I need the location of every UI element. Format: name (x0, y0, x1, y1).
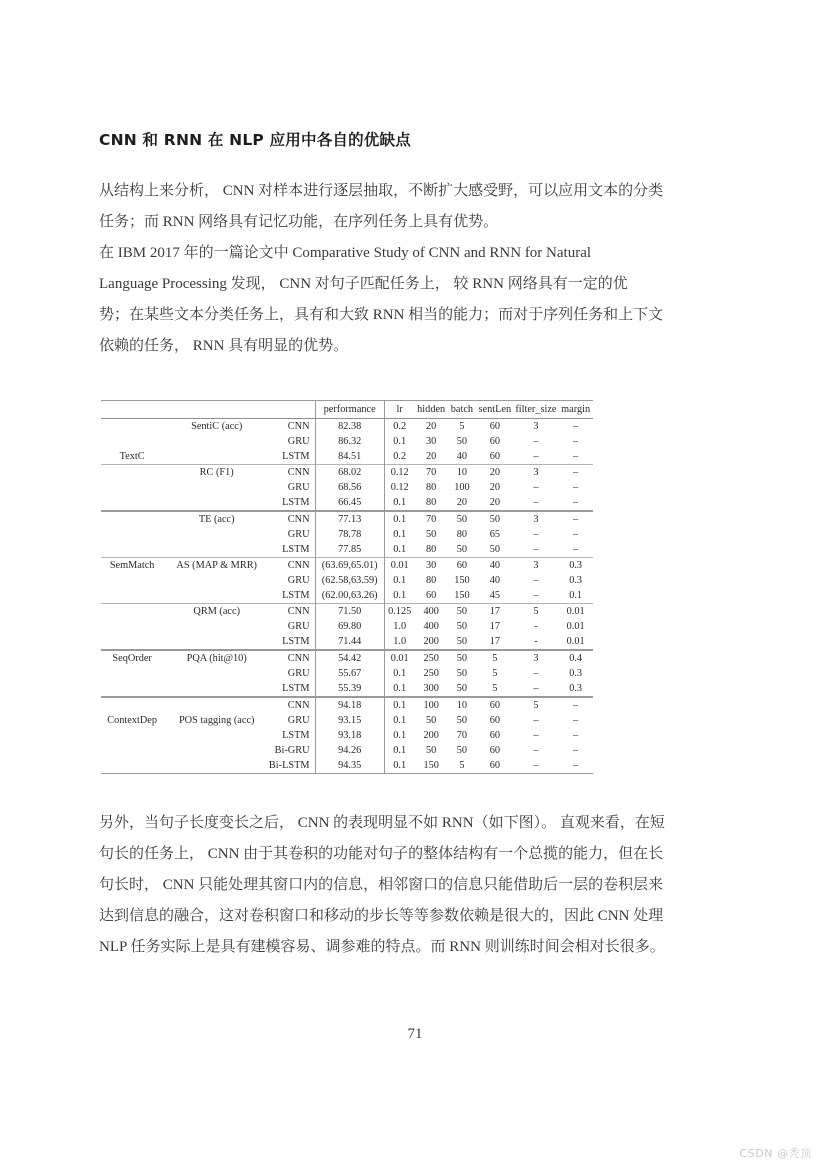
table-cell-lr: 0.1 (384, 434, 414, 449)
table-cell-margin: 0.4 (558, 650, 593, 666)
table-cell-sentlen: 5 (492, 668, 498, 680)
table-cell-performance: 94.18 (315, 697, 384, 713)
table-cell-hidden: 50 (426, 745, 437, 757)
paragraph-line: 任务；而 RNN 网络具有记忆功能，在序列任务上具有优势。 (99, 214, 499, 231)
table-cell-lr: 0.125 (384, 604, 414, 620)
table-cell-performance: 77.85 (315, 542, 384, 558)
table-cell-filter-size: – (533, 529, 539, 541)
table-cell-margin: – (573, 730, 579, 742)
table-cell-group-empty (101, 634, 167, 650)
table-row (101, 511, 593, 527)
table-row (101, 728, 593, 743)
table-cell-model: CNN (287, 421, 310, 433)
table-cell-performance: (63.69,65.01) (315, 558, 384, 574)
table-cell-performance: 84.51 (315, 449, 384, 465)
table-cell-task-empty (167, 495, 266, 511)
table-cell-filter-size: 3 (514, 511, 559, 527)
table-cell-hidden: 80 (426, 497, 437, 509)
table-cell-group: SemMatch (101, 558, 167, 574)
table-cell-model: LSTM (282, 497, 310, 509)
table-row (101, 542, 593, 558)
table-cell-group-empty (101, 697, 167, 713)
table-cell-lr: 0.12 (384, 465, 414, 481)
paragraph-line: 达到信息的融合，这对卷积窗口和移动的步长等等参数依赖是很大的，因此 CNN 处理 (99, 908, 664, 925)
table-cell-filter-size: – (533, 497, 539, 509)
table-cell-group-empty (101, 434, 167, 449)
table-cell-group-empty (101, 728, 167, 743)
table-cell-performance: 93.15 (315, 713, 384, 728)
table-cell-group-empty (101, 495, 167, 511)
paragraph-line: 依赖的任务， RNN 具有明显的优势。 (99, 338, 349, 355)
table-cell-task-empty (167, 588, 266, 604)
table-head (101, 401, 593, 419)
column-header-task (167, 401, 266, 419)
table-cell-group-empty (101, 465, 167, 481)
table-cell-lr: 0.01 (384, 558, 414, 574)
table-row (101, 697, 593, 713)
table-cell-task-empty (167, 743, 266, 758)
table-cell-group-empty (101, 573, 167, 588)
table-cell-group: SeqOrder (101, 650, 167, 666)
paragraph-line: 从结构上来分析， CNN 对样本进行逐层抽取，不断扩大感受野，可以应用文本的分类 (99, 183, 664, 200)
table-cell-margin: – (573, 451, 579, 463)
table-cell-performance: (62.00,63.26) (315, 588, 384, 604)
table-cell-hidden: 70 (415, 511, 448, 527)
table-cell-performance: 77.13 (315, 511, 384, 527)
table-cell-hidden: 70 (415, 465, 448, 481)
table-cell-sentlen: 50 (476, 511, 513, 527)
table-cell-batch: 50 (456, 668, 468, 680)
table-cell-filter-size: – (533, 668, 539, 680)
table-cell-batch: 60 (448, 558, 476, 574)
page-number: 71 (407, 1026, 423, 1042)
table-cell-filter-size: 3 (514, 465, 559, 481)
table-cell-filter-size: – (533, 683, 539, 695)
table-cell-sentlen: 50 (489, 544, 500, 556)
table-cell-sentlen: 20 (489, 482, 500, 494)
table-cell-hidden: 250 (423, 668, 439, 680)
table-cell-filter-size: – (533, 715, 539, 727)
table-cell-task-empty (167, 449, 266, 465)
table-cell-margin: – (558, 697, 593, 713)
table-cell-batch: 50 (448, 650, 476, 666)
table-cell-group-empty (101, 480, 167, 495)
table-row (101, 480, 593, 495)
table-cell-task: SentiC (acc) (191, 421, 243, 433)
results-table (101, 400, 593, 774)
table-cell-sentlen: 5 (492, 683, 498, 695)
table-cell-model: Bi-LSTM (266, 758, 315, 774)
table-cell-sentlen: 5 (476, 650, 513, 666)
page-title: CNN 和 RNN 在 NLP 应用中各自的优缺点 (99, 131, 411, 149)
table-cell-performance: 94.35 (315, 758, 384, 774)
table-cell-batch: 50 (448, 604, 476, 620)
table-cell-model: GRU (287, 668, 310, 680)
table-row (101, 743, 593, 758)
table-cell-lr: 0.1 (384, 495, 414, 511)
table-cell-filter-size: – (533, 482, 539, 494)
table-row (101, 527, 593, 542)
table-cell-task-empty (167, 681, 266, 697)
table-row (101, 434, 593, 449)
table-cell-group-empty (101, 542, 167, 558)
table-cell-task: POS tagging (acc) (178, 715, 255, 727)
table-cell-task-empty (167, 728, 266, 743)
column-header-group (101, 401, 167, 419)
table-cell-filter-size: – (533, 436, 539, 448)
table-cell-margin: – (558, 511, 593, 527)
column-header-sentlen: sentLen (476, 401, 513, 419)
table-cell-hidden: 20 (426, 421, 437, 433)
table-header-row (101, 401, 593, 419)
table-row (101, 758, 593, 774)
table-cell-batch: 150 (454, 590, 470, 602)
table-cell-margin: 0.3 (569, 575, 583, 587)
table-cell-performance: 78.78 (315, 527, 384, 542)
paragraph-line: 句长的任务上， CNN 由于其卷积的功能对句子的整体结构有一个总揽的能力，但在长 (99, 846, 664, 863)
table-cell-margin: – (573, 745, 579, 757)
table-cell-margin: 0.3 (558, 558, 593, 574)
table-body (101, 419, 593, 774)
table-cell-performance: 71.50 (315, 604, 384, 620)
table-cell-hidden: 80 (426, 575, 437, 587)
table-row (101, 419, 593, 435)
table-cell-filter-size: 5 (514, 697, 559, 713)
table-cell-lr: 0.2 (384, 419, 414, 435)
table-cell-lr: 0.1 (384, 728, 414, 743)
table-cell-hidden: 150 (415, 758, 448, 774)
column-header-lr: lr (384, 401, 414, 419)
table-cell-performance: 66.45 (315, 495, 384, 511)
table-cell-hidden: 200 (423, 730, 439, 742)
table-cell-model: GRU (287, 436, 310, 448)
table-cell-batch: 50 (456, 544, 468, 556)
table-cell-margin: – (573, 497, 579, 509)
table-cell-filter-size: 5 (514, 604, 559, 620)
table-cell-filter-size: – (533, 575, 539, 587)
table-cell-model: LSTM (282, 451, 310, 463)
table-cell-hidden: 80 (426, 544, 437, 556)
table-cell-margin: 0.3 (569, 683, 583, 695)
table-cell-hidden: 30 (426, 436, 437, 448)
table-cell-batch: 10 (448, 465, 476, 481)
table-cell-margin: – (558, 465, 593, 481)
table-row (101, 604, 593, 620)
table-cell-sentlen: 60 (489, 451, 500, 463)
table-cell-lr: 0.1 (384, 573, 414, 588)
table-cell-margin: 0.01 (566, 636, 585, 648)
table-row (101, 713, 593, 728)
table-cell-sentlen: 20 (489, 497, 500, 509)
table-cell-lr: 0.01 (384, 650, 414, 666)
table-cell-lr: 0.1 (384, 527, 414, 542)
table-cell-performance: 71.44 (315, 634, 384, 650)
table-cell-model: CNN (266, 697, 315, 713)
table-cell-sentlen: 60 (489, 730, 500, 742)
table-cell-group-empty (101, 419, 167, 435)
table-cell-task-empty (167, 758, 266, 774)
table-cell-task-empty (167, 634, 266, 650)
table-row (101, 650, 593, 666)
paragraph-line: 在 IBM 2017 年的一篇论文中 Comparative Study of CNN and RNN for Natural (99, 245, 592, 262)
table-row (101, 495, 593, 511)
table-cell-model: GRU (287, 621, 310, 633)
table-cell-performance: 82.38 (315, 419, 384, 435)
table-cell-sentlen: 60 (476, 697, 513, 713)
table-cell-task: PQA (hit@10) (167, 650, 266, 666)
table-cell-lr: 0.1 (384, 511, 414, 527)
table-cell-task-empty (167, 666, 266, 681)
table-cell-filter-size: – (533, 745, 539, 757)
table-cell-group-empty (101, 619, 167, 634)
table-cell-batch: 5 (448, 758, 476, 774)
table-cell-lr: 0.1 (384, 758, 414, 774)
table-cell-margin: – (573, 421, 579, 433)
table-row (101, 681, 593, 697)
table-cell-sentlen: 60 (476, 758, 513, 774)
table-cell-margin: 0.01 (566, 621, 585, 633)
table-cell-margin: 0.01 (558, 604, 593, 620)
table-cell-model: LSTM (282, 544, 310, 556)
table-cell-lr: 0.1 (384, 542, 414, 558)
table-cell-sentlen: 17 (476, 604, 513, 620)
table-cell-sentlen: 20 (476, 465, 513, 481)
table-cell-lr: 0.2 (384, 449, 414, 465)
column-header-filter-size: filter_size (514, 401, 559, 419)
table-cell-group-empty (101, 743, 167, 758)
table-cell-sentlen: 60 (489, 436, 500, 448)
table-cell-filter-size: – (514, 758, 559, 774)
table-cell-lr: 0.1 (384, 666, 414, 681)
table-cell-batch: 50 (448, 511, 476, 527)
table-cell-task-empty (167, 542, 266, 558)
paragraph-line: 句长时， CNN 只能处理其窗口内的信息，相邻窗口的信息只能借助后一层的卷积层来 (99, 877, 664, 894)
table-cell-margin: 0.3 (569, 668, 583, 680)
table-cell-model: Bi-GRU (274, 745, 310, 757)
table-cell-lr: 1.0 (384, 634, 414, 650)
table-cell-model: GRU (287, 529, 310, 541)
table-row (101, 666, 593, 681)
table-row (101, 449, 593, 465)
table-cell-lr: 0.1 (384, 743, 414, 758)
paragraph-study (99, 238, 733, 362)
table-cell-margin: – (573, 482, 579, 494)
table-cell-model: CNN (266, 558, 315, 574)
table-cell-model: CNN (266, 465, 315, 481)
paragraph-line: 另外，当句子长度变长之后， CNN 的表现明显不如 RNN（如下图）。 直观来看，在短 (99, 815, 665, 832)
table-cell-performance: 86.32 (315, 434, 384, 449)
table-cell-filter-size: - (534, 636, 538, 648)
table-cell-margin: – (558, 758, 593, 774)
table-cell-filter-size: - (534, 621, 538, 633)
table-cell-model: LSTM (282, 730, 310, 742)
table-cell-task-empty (167, 480, 266, 495)
table-row (101, 619, 593, 634)
table-cell-performance: 93.18 (315, 728, 384, 743)
table-cell-group-empty (101, 604, 167, 620)
table-cell-hidden: 50 (426, 529, 437, 541)
table-cell-hidden: 60 (426, 590, 437, 602)
table-cell-batch: 20 (456, 497, 468, 509)
table-cell-filter-size: – (533, 544, 539, 556)
table-cell-batch: 5 (459, 421, 465, 433)
watermark: CSDN @秃顶 (739, 1147, 812, 1160)
table-cell-performance: 69.80 (315, 619, 384, 634)
table-row (101, 465, 593, 481)
table-cell-batch: 50 (456, 621, 468, 633)
table-cell-group-empty (101, 681, 167, 697)
column-header-performance: performance (315, 401, 384, 419)
table-cell-task: AS (MAP & MRR) (167, 558, 266, 574)
table-cell-batch: 50 (456, 745, 468, 757)
table-cell-performance: 94.26 (315, 743, 384, 758)
table-cell-model: GRU (287, 715, 310, 727)
table-cell-lr: 0.12 (384, 480, 414, 495)
table-cell-group-empty (101, 588, 167, 604)
table-cell-task: QRM (acc) (167, 604, 266, 620)
table-cell-performance: 68.02 (315, 465, 384, 481)
table-cell-hidden: 50 (426, 715, 437, 727)
table-cell-sentlen: 45 (489, 590, 500, 602)
table-row (101, 588, 593, 604)
table-cell-lr: 0.1 (384, 713, 414, 728)
table-cell-group-empty (101, 758, 167, 774)
table-cell-hidden: 100 (415, 697, 448, 713)
table-cell-lr: 0.1 (384, 697, 414, 713)
table-row (101, 634, 593, 650)
table-cell-sentlen: 17 (489, 636, 500, 648)
table-cell-margin: – (573, 529, 579, 541)
table-cell-group: TextC (119, 451, 145, 463)
table-cell-sentlen: 40 (489, 575, 500, 587)
table-cell-batch: 50 (456, 436, 468, 448)
table-cell-hidden: 400 (415, 604, 448, 620)
table-cell-task: RC (F1) (167, 465, 266, 481)
paragraph-closing (99, 808, 733, 963)
table-cell-sentlen: 17 (489, 621, 500, 633)
table-cell-performance: 55.39 (315, 681, 384, 697)
table-cell-lr: 0.1 (384, 681, 414, 697)
column-header-model (266, 401, 315, 419)
table-cell-performance: 68.56 (315, 480, 384, 495)
table-cell-batch: 40 (456, 451, 468, 463)
table-cell-sentlen: 60 (489, 745, 500, 757)
table-cell-filter-size: 3 (533, 421, 539, 433)
table-cell-hidden: 30 (415, 558, 448, 574)
column-header-hidden: hidden (415, 401, 448, 419)
table-cell-batch: 100 (454, 482, 470, 494)
table-cell-model: GRU (287, 482, 310, 494)
table-cell-sentlen: 60 (489, 421, 500, 433)
table-cell-margin: – (573, 436, 579, 448)
table-cell-performance: 55.67 (315, 666, 384, 681)
table-cell-batch: 70 (456, 730, 468, 742)
paragraph-line: Language Processing 发现， CNN 对句子匹配任务上， 较 RNN 网络具有一定的优 (99, 276, 628, 293)
table-cell-sentlen: 60 (489, 715, 500, 727)
table-cell-model: CNN (266, 604, 315, 620)
paragraph-intro (99, 176, 733, 238)
table-cell-model: CNN (266, 511, 315, 527)
page-content (99, 130, 733, 963)
table-cell-batch: 80 (456, 529, 468, 541)
table-cell-task-empty (167, 573, 266, 588)
table-cell-model: GRU (287, 575, 310, 587)
table-cell-performance: (62.58,63.59) (315, 573, 384, 588)
table-cell-group-empty (101, 511, 167, 527)
column-header-batch: batch (448, 401, 476, 419)
table-row (101, 573, 593, 588)
table-cell-batch: 50 (456, 715, 468, 727)
table-cell-task-empty (167, 619, 266, 634)
table-cell-group-empty (101, 666, 167, 681)
table-cell-margin: 0.1 (569, 590, 583, 602)
table-cell-hidden: 20 (426, 451, 437, 463)
table-cell-model: LSTM (282, 590, 310, 602)
results-table-figure (101, 400, 593, 774)
table-cell-sentlen: 40 (476, 558, 513, 574)
table-cell-performance: 54.42 (315, 650, 384, 666)
table-row (101, 558, 593, 574)
table-cell-task-empty (167, 697, 266, 713)
table-cell-task-empty (167, 527, 266, 542)
table-cell-sentlen: 65 (489, 529, 500, 541)
table-cell-task-empty (167, 434, 266, 449)
table-cell-margin: – (573, 544, 579, 556)
paragraph-line: 势；在某些文本分类任务上，具有和大致 RNN 相当的能力；而对于序列任务和上下文 (99, 307, 664, 324)
table-cell-group-empty (101, 527, 167, 542)
table-cell-hidden: 400 (423, 621, 439, 633)
table-cell-hidden: 80 (426, 482, 437, 494)
table-cell-hidden: 250 (415, 650, 448, 666)
table-cell-model: CNN (266, 650, 315, 666)
table-cell-filter-size: – (533, 590, 539, 602)
table-cell-batch: 10 (448, 697, 476, 713)
column-header-margin: margin (558, 401, 593, 419)
table-cell-group: ContextDep (107, 715, 158, 727)
table-cell-filter-size: – (533, 451, 539, 463)
paragraph-line: NLP 任务实际上是具有建模容易、调参难的特点。而 RNN 则训练时间会相对长很多。 (99, 939, 665, 956)
table-cell-model: LSTM (282, 683, 310, 695)
table-cell-filter-size: 3 (514, 650, 559, 666)
table-cell-hidden: 300 (423, 683, 439, 695)
table-cell-batch: 150 (454, 575, 470, 587)
table-cell-batch: 50 (456, 683, 468, 695)
table-cell-filter-size: – (533, 730, 539, 742)
table-cell-task: TE (acc) (167, 511, 266, 527)
table-cell-hidden: 200 (423, 636, 439, 648)
table-cell-lr: 1.0 (384, 619, 414, 634)
table-cell-margin: – (573, 715, 579, 727)
table-cell-filter-size: 3 (514, 558, 559, 574)
table-cell-model: LSTM (282, 636, 310, 648)
table-cell-lr: 0.1 (384, 588, 414, 604)
table-cell-batch: 50 (456, 636, 468, 648)
